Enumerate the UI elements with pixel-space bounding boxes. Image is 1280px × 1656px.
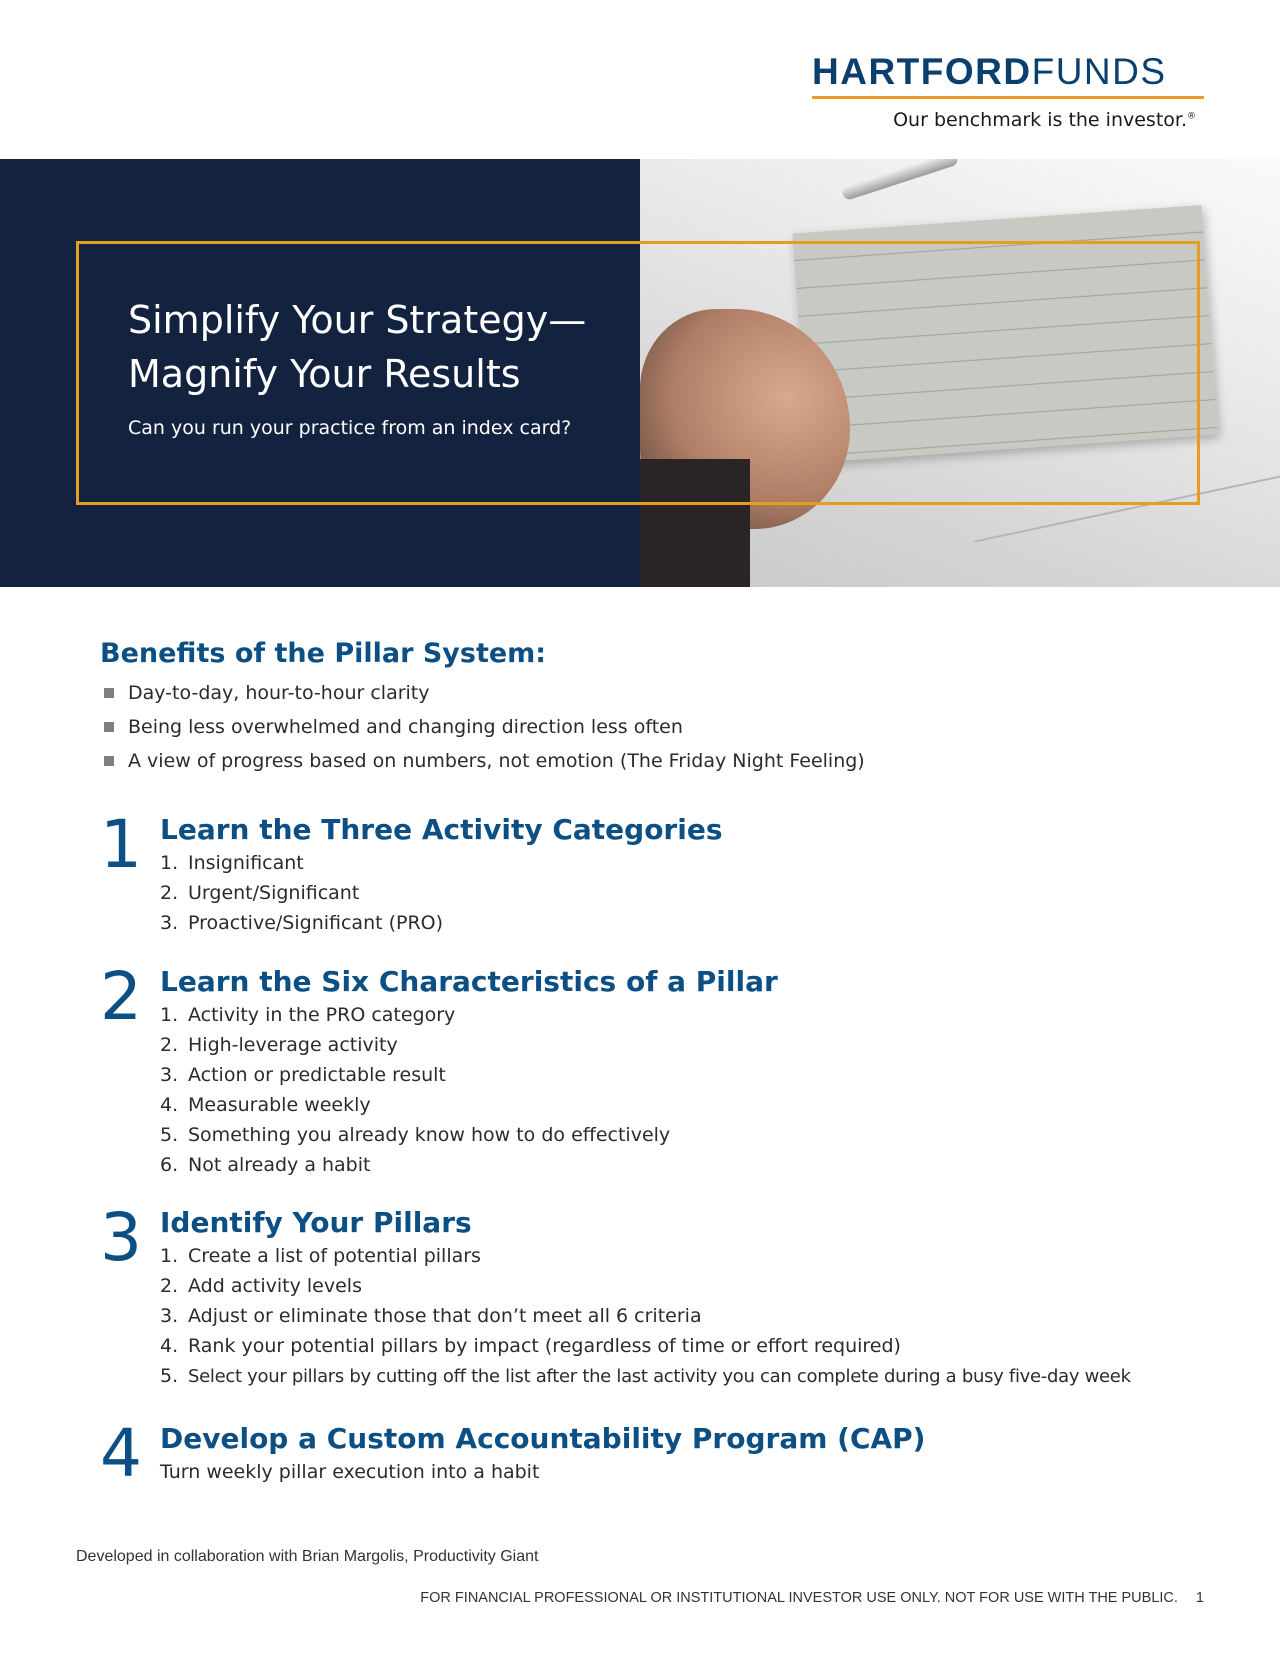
pen-shape bbox=[841, 159, 959, 201]
footer-disclaimer bbox=[420, 1590, 1204, 1606]
logo-bold-text: HARTFORD bbox=[812, 51, 1032, 92]
step-description: Turn weekly pillar execution into a habit bbox=[160, 1461, 540, 1483]
benefit-text: A view of progress based on numbers, not emotion (The Friday Night Feeling) bbox=[128, 750, 865, 772]
step-body bbox=[160, 812, 723, 938]
list-text: Create a list of potential pillars bbox=[188, 1245, 481, 1267]
step-body bbox=[160, 964, 778, 1180]
list-number: 5. bbox=[160, 1124, 179, 1146]
registered-mark: ® bbox=[1187, 111, 1196, 122]
hero-title-line1: Simplify Your Strategy— bbox=[128, 298, 587, 342]
list-item bbox=[160, 1060, 778, 1090]
list-number: 3. bbox=[160, 1305, 179, 1327]
list-text: High-leverage activity bbox=[188, 1034, 398, 1056]
list-number: 6. bbox=[160, 1154, 179, 1176]
list-text: Something you already know how to do effectively bbox=[188, 1124, 671, 1146]
step-number: 2 bbox=[100, 958, 142, 1035]
step-number: 4 bbox=[100, 1415, 142, 1492]
benefits-section bbox=[100, 636, 1200, 778]
page-number: 1 bbox=[1195, 1590, 1204, 1606]
step-body bbox=[160, 1205, 1131, 1392]
hero-banner bbox=[0, 159, 1280, 587]
list-text: Adjust or eliminate those that don’t meet all 6 criteria bbox=[188, 1305, 702, 1327]
list-text: Urgent/Significant bbox=[188, 882, 360, 904]
list-item bbox=[160, 878, 723, 908]
list-number: 1. bbox=[160, 1004, 179, 1026]
list-number: 2. bbox=[160, 1034, 179, 1056]
benefit-text: Being less overwhelmed and changing direction less often bbox=[128, 716, 683, 738]
list-text: Rank your potential pillars by impact (regardless of time or effort required) bbox=[188, 1335, 901, 1357]
step-title: Learn the Three Activity Categories bbox=[160, 813, 723, 846]
list-text: Activity in the PRO category bbox=[188, 1004, 456, 1026]
list-text: Not already a habit bbox=[188, 1154, 371, 1176]
hero-title-line2: Magnify Your Results bbox=[128, 352, 521, 396]
step-list bbox=[160, 848, 723, 938]
list-number: 5. bbox=[160, 1365, 179, 1387]
list-item bbox=[160, 1120, 778, 1150]
step-list bbox=[160, 1241, 1131, 1392]
logo-gold-rule bbox=[812, 96, 1204, 99]
list-item bbox=[160, 1000, 778, 1030]
list-item bbox=[160, 1361, 1131, 1392]
benefits-heading: Benefits of the Pillar System: bbox=[100, 638, 547, 669]
logo-light-text: FUNDS bbox=[1031, 51, 1167, 92]
step-title: Learn the Six Characteristics of a Pillar bbox=[160, 965, 778, 998]
collaboration-credit: Developed in collaboration with Brian Margolis, Productivity Giant bbox=[76, 1548, 539, 1565]
list-number: 2. bbox=[160, 1275, 179, 1297]
logo-tagline bbox=[812, 109, 1204, 131]
list-text: Add activity levels bbox=[188, 1275, 362, 1297]
list-text: Insignificant bbox=[188, 852, 304, 874]
list-number: 4. bbox=[160, 1094, 179, 1116]
list-number: 2. bbox=[160, 882, 179, 904]
list-item bbox=[160, 1301, 1131, 1331]
list-number: 4. bbox=[160, 1335, 179, 1357]
step-list bbox=[160, 1000, 778, 1180]
list-item bbox=[160, 848, 723, 878]
list-item bbox=[160, 1030, 778, 1060]
list-item bbox=[160, 1271, 1131, 1301]
list-item bbox=[160, 1090, 778, 1120]
hero-subtitle: Can you run your practice from an index card? bbox=[128, 417, 572, 439]
disclaimer-text: FOR FINANCIAL PROFESSIONAL OR INSTITUTIONAL INVESTOR USE ONLY. NOT FOR USE WITH THE PUBLIC. bbox=[420, 1590, 1178, 1606]
benefit-item bbox=[100, 710, 1200, 744]
benefits-list bbox=[100, 676, 1200, 778]
list-item bbox=[160, 908, 723, 938]
logo-wordmark bbox=[812, 52, 1204, 92]
benefit-item bbox=[100, 676, 1200, 710]
list-item bbox=[160, 1150, 778, 1180]
step-title: Develop a Custom Accountability Program (CAP) bbox=[160, 1422, 926, 1455]
square-bullet-icon bbox=[104, 688, 114, 698]
list-text: Action or predictable result bbox=[188, 1064, 446, 1086]
hartford-funds-logo bbox=[812, 52, 1204, 131]
step-body bbox=[160, 1421, 925, 1487]
tagline-text: Our benchmark is the investor. bbox=[893, 109, 1187, 131]
benefit-text: Day-to-day, hour-to-hour clarity bbox=[128, 682, 430, 704]
list-number: 1. bbox=[160, 1245, 179, 1267]
list-item bbox=[160, 1241, 1131, 1271]
step-number: 3 bbox=[100, 1199, 142, 1276]
list-text: Proactive/Significant (PRO) bbox=[188, 912, 444, 934]
list-number: 1. bbox=[160, 852, 179, 874]
list-number: 3. bbox=[160, 912, 179, 934]
benefit-item bbox=[100, 744, 1200, 778]
step-title: Identify Your Pillars bbox=[160, 1206, 472, 1239]
list-text: Select your pillars by cutting off the list after the last activity you can complete during a busy five-day week bbox=[188, 1366, 1131, 1387]
step-number: 1 bbox=[100, 806, 142, 883]
hero-title bbox=[128, 293, 648, 401]
square-bullet-icon bbox=[104, 722, 114, 732]
list-item bbox=[160, 1331, 1131, 1361]
list-text: Measurable weekly bbox=[188, 1094, 371, 1116]
square-bullet-icon bbox=[104, 756, 114, 766]
list-number: 3. bbox=[160, 1064, 179, 1086]
